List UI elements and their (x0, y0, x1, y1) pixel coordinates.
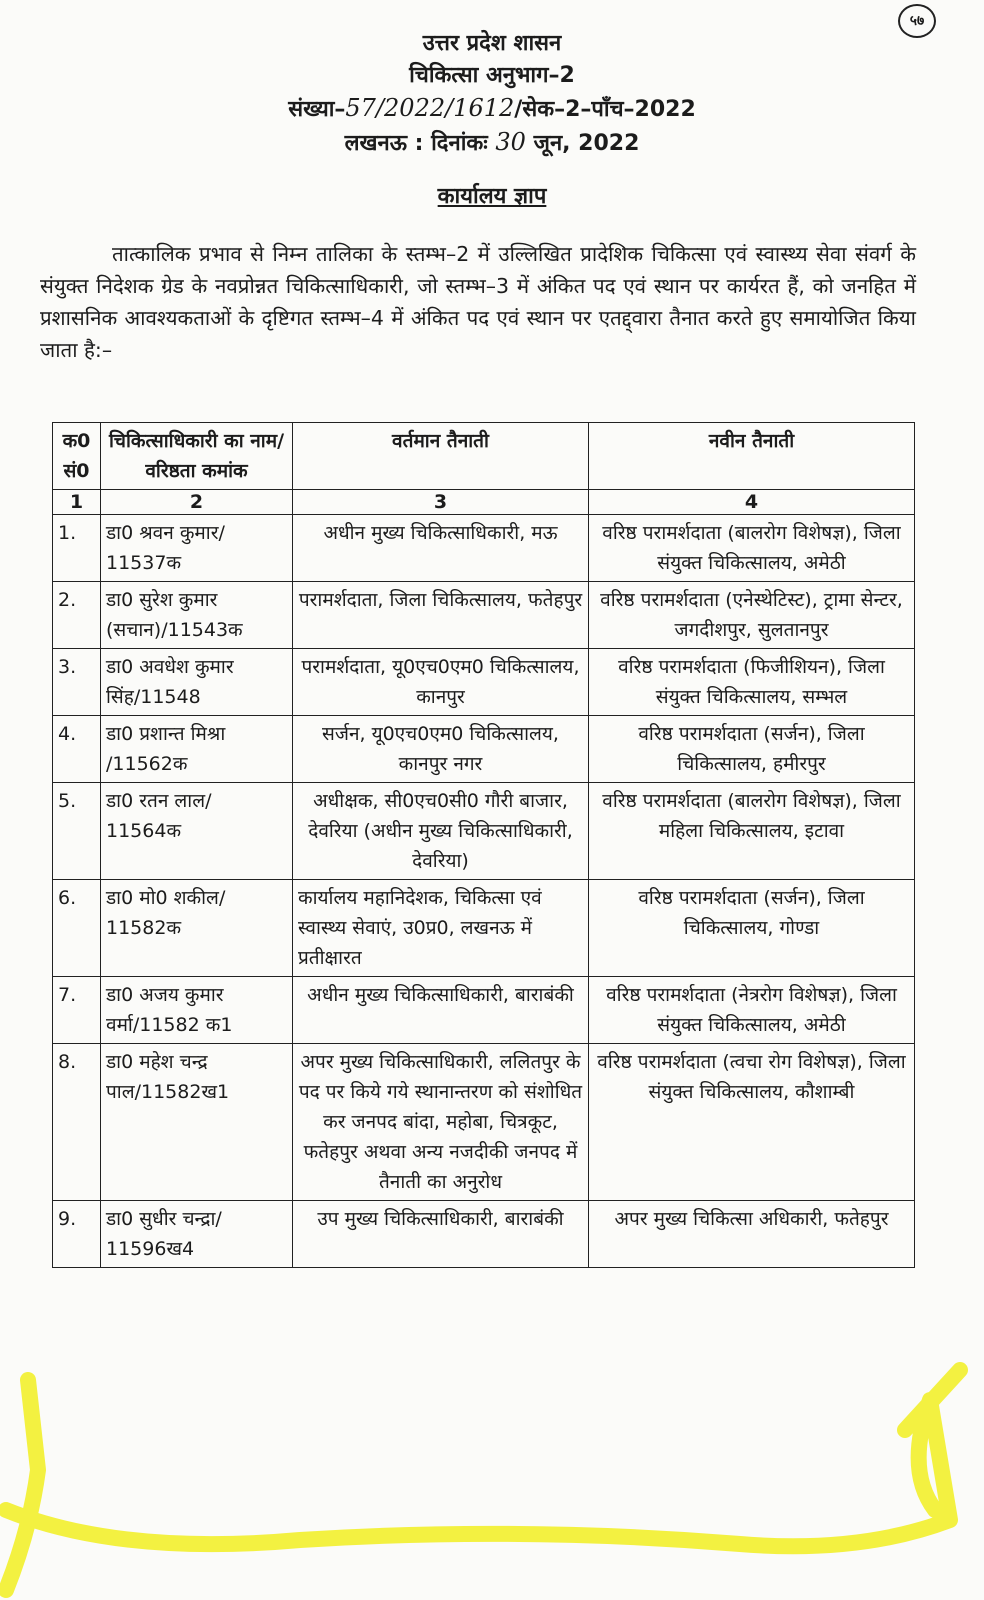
current-posting-cell: कार्यालय महानिदेशक, चिकित्सा एवं स्वास्थ्य सेवाएं, उ0प्र0, लखनऊ में प्रतीक्षारत (293, 880, 589, 977)
officer-name-cell: डा0 रतन लाल/ 11564क (101, 783, 293, 880)
department-name: चिकित्सा अनुभाग–2 (409, 63, 575, 88)
current-posting-cell: अधीक्षक, सी0एच0सी0 गौरी बाजार, देवरिया (अधीन मुख्य चिकित्साधिकारी, देवरिया) (293, 783, 589, 880)
place: लखनऊ : दिनांकः (344, 131, 488, 156)
new-posting-cell: वरिष्ठ परामर्शदाता (सर्जन), जिला चिकित्सालय, गोण्डा (589, 880, 915, 977)
yellow-highlighter-mark (0, 1360, 984, 1600)
serial-cell: 3. (53, 649, 101, 716)
new-posting-cell: वरिष्ठ परामर्शदाता (एनेस्थेटिस्ट), ट्रामा सेन्टर, जगदीशपुर, सुलतानपुर (589, 582, 915, 649)
government-name: उत्तर प्रदेश शासन (422, 31, 562, 56)
table-row (53, 880, 915, 977)
officer-name-cell: डा0 सुरेश कुमार (सचान)/11543क (101, 582, 293, 649)
current-posting-cell: अधीन मुख्य चिकित्साधिकारी, मऊ (293, 515, 589, 582)
table-row (53, 783, 915, 880)
column-number: 2 (101, 490, 293, 515)
new-posting-cell: वरिष्ठ परामर्शदाता (सर्जन), जिला चिकित्सालय, हमीरपुर (589, 716, 915, 783)
current-posting-cell: सर्जन, यू0एच0एम0 चिकित्सालय, कानपुर नगर (293, 716, 589, 783)
serial-cell: 8. (53, 1044, 101, 1201)
reference-number (0, 92, 984, 126)
page-number-stamp: ५७ (898, 4, 936, 38)
serial-cell: 1. (53, 515, 101, 582)
serial-cell: 2. (53, 582, 101, 649)
serial-cell: 6. (53, 880, 101, 977)
new-posting-cell: वरिष्ठ परामर्शदाता (बालरोग विशेषज्ञ), जिला संयुक्त चिकित्सालय, अमेठी (589, 515, 915, 582)
posting-table (52, 422, 915, 1268)
new-posting-cell: वरिष्ठ परामर्शदाता (त्वचा रोग विशेषज्ञ), जिला संयुक्त चिकित्सालय, कौशाम्बी (589, 1044, 915, 1201)
intro-paragraph: तात्कालिक प्रभाव से निम्न तालिका के स्तम्भ–2 में उल्लिखित प्रादेशिक चिकित्सा एवं स्वास्थ्य सेवा संवर्ग के संयुक्त निदेशक ग्रेड के नवप्रोन्नत चिकित्साधिकारी, जो स्तम्भ–3 में अंकित पद एवं स्थान पर कार्यरत हैं, को जनहित में प्रशासनिक आवश्यकताओं के दृष्टिगत स्तम्भ–4 में अंकित पद एवं स्थान पर एतद्द्वारा तैनात करते हुए समायोजित किया जाता है:– (40, 242, 916, 362)
current-posting-cell: परामर्शदाता, जिला चिकित्सालय, फतेहपुर (293, 582, 589, 649)
highlighter-stroke (6, 1370, 960, 1590)
document-header (0, 28, 984, 160)
table-row (53, 716, 915, 783)
header-officer-name: चिकित्साधिकारी का नाम/वरिष्ठता कमांक (101, 423, 293, 490)
table-row (53, 1044, 915, 1201)
officer-name-cell: डा0 मो0 शकील/ 11582क (101, 880, 293, 977)
table-row (53, 582, 915, 649)
header-current-posting: वर्तमान तैनाती (293, 423, 589, 490)
header-serial: क0 सं0 (53, 423, 101, 490)
current-posting-cell: अधीन मुख्य चिकित्साधिकारी, बाराबंकी (293, 977, 589, 1044)
officer-name-cell: डा0 प्रशान्त मिश्रा /11562क (101, 716, 293, 783)
column-number: 1 (53, 490, 101, 515)
officer-name-cell: डा0 अवधेश कुमार सिंह/11548 (101, 649, 293, 716)
header-new-posting: नवीन तैनाती (589, 423, 915, 490)
serial-cell: 4. (53, 716, 101, 783)
ref-suffix: /सेक–2–पाँच–2022 (514, 97, 696, 122)
date-handwritten: 30 (495, 128, 526, 156)
serial-cell: 7. (53, 977, 101, 1044)
officer-name-cell: डा0 सुधीर चन्द्रा/ 11596ख4 (101, 1201, 293, 1268)
officer-name-cell: डा0 महेश चन्द्र पाल/11582ख1 (101, 1044, 293, 1201)
current-posting-cell: उप मुख्य चिकित्साधिकारी, बाराबंकी (293, 1201, 589, 1268)
new-posting-cell: वरिष्ठ परामर्शदाता (बालरोग विशेषज्ञ), जिला महिला चिकित्सालय, इटावा (589, 783, 915, 880)
officer-name-cell: डा0 श्रवन कुमार/ 11537क (101, 515, 293, 582)
table-row (53, 515, 915, 582)
column-number-row (53, 490, 915, 515)
ref-prefix: संख्या– (288, 97, 346, 122)
table-row (53, 649, 915, 716)
new-posting-cell: अपर मुख्य चिकित्सा अधिकारी, फतेहपुर (589, 1201, 915, 1268)
current-posting-cell: परामर्शदाता, यू0एच0एम0 चिकित्सालय, कानपुर (293, 649, 589, 716)
ref-handwritten: 57/2022/1612 (345, 94, 515, 122)
table-row (53, 1201, 915, 1268)
subject-text: कार्यालय ज्ञाप (437, 184, 547, 209)
serial-cell: 5. (53, 783, 101, 880)
serial-cell: 9. (53, 1201, 101, 1268)
column-number: 4 (589, 490, 915, 515)
column-number: 3 (293, 490, 589, 515)
officer-name-cell: डा0 अजय कुमार वर्मा/11582 क1 (101, 977, 293, 1044)
new-posting-cell: वरिष्ठ परामर्शदाता (फिजीशियन), जिला संयुक्त चिकित्सालय, सम्भल (589, 649, 915, 716)
table-header-row (53, 423, 915, 490)
place-date (0, 126, 984, 160)
table-row (53, 977, 915, 1044)
date-suffix: जून, 2022 (533, 131, 640, 156)
current-posting-cell: अपर मुख्य चिकित्साधिकारी, ललितपुर के पद पर किये गये स्थानान्तरण को संशोधित कर जनपद बांदा, महोबा, चित्रकूट, फतेहपुर अथवा अन्य नजदीकी जनपद में तैनाती का अनुरोध (293, 1044, 589, 1201)
memo-subject (0, 180, 984, 210)
new-posting-cell: वरिष्ठ परामर्शदाता (नेत्ररोग विशेषज्ञ), जिला संयुक्त चिकित्सालय, अमेठी (589, 977, 915, 1044)
